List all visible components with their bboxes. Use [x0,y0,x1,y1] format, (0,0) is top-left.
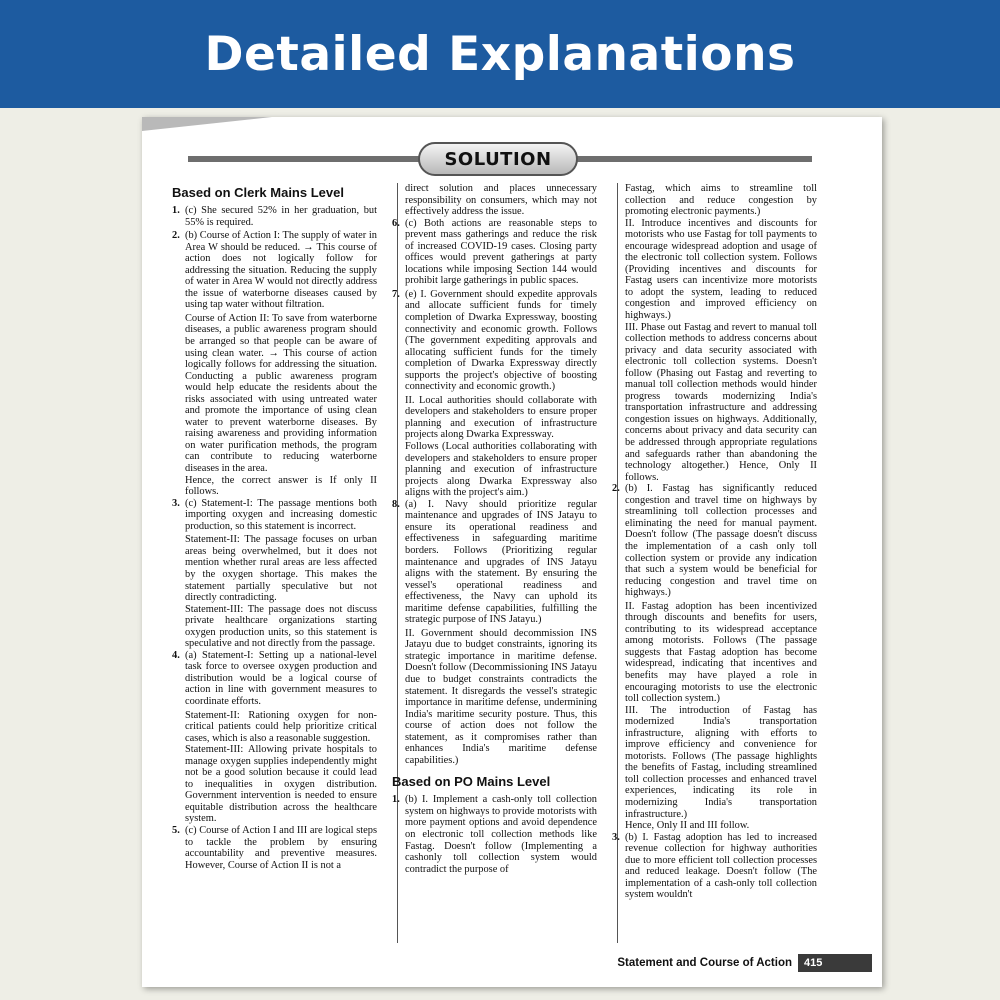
solution-rule-left [188,156,420,162]
list-item: 1. (b) I. Implement a cash-only toll collection system on highways to provide motorists with more payment options and avoid dependence on electronic toll collection methods like Fastag. Doesn't follow (Implementing a cashonly toll collection system would contradict the purpose of [392,794,597,875]
page-footer [602,953,872,973]
page-corner-decoration [142,117,272,131]
list-item: 8. (a) I. Navy should prioritize regular maintenance and upgrades of INS Jatayu to ensure its operational readiness and effectiveness in safeguarding maritime borders. Follows (Prioritizing regular maintenance and upgrades of INS Jatayu aligns with the statement. By ensuring the vessel's operational readiness and effectiveness, the Navy can uphold its maritime defense capabilities, fulfilling the strategic purpose of INS Jatayu.) [392,498,597,626]
column-2 [392,183,597,948]
book-page [142,117,882,987]
column-3 [612,183,817,948]
paragraph: Statement-III: The passage does not discuss private healthcare organizations starting oxygen production units, so this statement is speculative and not directly from the passage. [185,603,377,650]
paragraph: Statement-II: Rationing oxygen for non-critical patients could help prioritize critical cases, which is also a reasonable suggestion. [185,709,377,744]
paragraph: Hence, the correct answer is If only II follows. [185,474,377,498]
footer-chapter-title: Statement and Course of Action [617,957,792,969]
list-item: 3. (b) I. Fastag adoption has led to increased revenue collection for highway authorities due to more efficient toll collection processes and reduced leakage. Doesn't follow (The implementation of a cash-only toll collection system wouldn't [612,831,817,901]
paragraph: Course of Action II: To save from waterborne diseases, a public awareness program should be arranged so that people can be aware of using clean water. → This course of action logically follows for addressing the situation. Conducting a public awareness program would help educate the residents about the risks associated with using untreated water and promote the importance of using clean water to prevent waterborne diseases. By raising awareness and providing information on water purification methods, the program can contribute to reducing waterborne diseases in the area. [185,312,377,475]
list-item: 5. (c) Course of Action I and III are logical steps to tackle the problem by ensuring accountability and preventive measures. However, Course of Action II is not a [172,824,377,871]
paragraph: Hence, Only II and III follow. [625,820,750,832]
banner-title: Detailed Explanations [204,26,796,82]
list-item: 2. (b) Course of Action I: The supply of water in Area W should be reduced. → This course of action does not logically follow for addressing the situation. Reducing the supply of water in Area W would not directly address the issue of waterborne diseases caused by using tap water without filtration. [172,230,377,311]
paragraph: II. Fastag adoption has been incentivized through discounts and benefits for users, contributing to its widespread acceptance among motorists. Follows (The passage suggests that Fastag adoption has become widespread, indicating that incentives and benefits may have played a role in encouraging motorists to use the electronic toll collection system.) [625,600,817,705]
paragraph: Follows (Local authorities collaborating with developers and stakeholders to ensure proper planning and execution of infrastructure projects along Dwarka Expressway also aligns with the project's aim.) [405,441,597,499]
text-columns [172,183,817,948]
paragraph: Statement-II: The passage focuses on urban areas being overwhelmed, but it does not mention whether rural areas are less affected by the oxygen shortage. This makes the statement partially speculative but not directly contradicting. [185,534,377,604]
list-item: 4. (a) Statement-I: Setting up a national-level task force to oversee oxygen production and distribution would be a logical course of action in line with government measures to coordinate efforts. [172,649,377,707]
column-1 [172,183,377,948]
paragraph: Statement-III: Allowing private hospitals to manage oxygen supplies independently might not be a good solution because it could lead to inequalities in oxygen distribution. Government intervention is needed to ensure equitable distribution across the healthcare system. [185,744,377,825]
paragraph: II. Introduce incentives and discounts for motorists who use Fastag for toll payments to encourage widespread adoption and usage of the electronic toll collection system. Follows (Providing incentives and discounts for Fastag users can incentivize more motorists to adopt the system, leading to reduced congestion and improved efficiency on highways.) [625,217,817,322]
list-item: 6. (c) Both actions are reasonable steps to prevent mass gatherings and reduce the risk of increased COVID-19 cases. Closing party offices would prevent gatherings at party locations while imposing Section 144 would prohibit large gatherings in public spaces. [392,217,597,287]
header-banner [0,0,1000,108]
page-number: 415 [798,954,872,972]
section-heading-clerk: Based on Clerk Mains Level [172,185,344,200]
paragraph: direct solution and places unnecessary responsibility on consumers, which may not effectively address the issue. [405,183,597,218]
list-item: 3. (c) Statement-I: The passage mentions both importing oxygen and increasing domestic production, so this statement is incorrect. [172,497,377,532]
list-item: 1. (c) She secured 52% in her graduation, but 55% is required. [172,205,377,228]
list-item: 2. (b) I. Fastag has significantly reduced congestion and travel time on highways by streamlining toll collection processes and eliminating the need for manual payment. Doesn't follow (The passage doesn't discuss the implementation of a cash only toll collection system or provide any indication that such a system would be beneficial for reducing congestion and travel time on highways.) [612,483,817,599]
section-heading-po: Based on PO Mains Level [392,774,551,790]
paragraph: III. Phase out Fastag and revert to manual toll collection methods to address concerns about privacy and data security associated with electronic toll collection systems. Doesn't follow (Phasing out Fastag and reverting to manual toll collection methods would hinder progress towards modernizing India's transportation infrastructure and addressing congestion issues on highways. Additionally, concerns about privacy and data security can be addressed through appropriate regulations and safeguards rather than abandoning the technology altogether.) Hence, Only II follows. [625,321,817,483]
solution-heading [418,142,578,176]
solution-rule-right [576,156,812,162]
paragraph: Fastag, which aims to streamline toll collection and reduce congestion by promoting electronic payments.) [625,183,817,218]
solution-heading-text: SOLUTION [444,148,552,170]
paragraph: II. Local authorities should collaborate with developers and stakeholders to ensure proper planning and execution of infrastructure projects along Dwarka Expressway. [405,394,597,441]
paragraph: III. The introduction of Fastag has modernized India's transportation infrastructure, aligning with efforts to improve efficiency and convenience for motorists. Follows (The passage highlights the benefits of Fastag, including streamlined toll collection processes and enhanced travel experiences, indicating its role in modernizing India's transportation infrastructure.) [625,704,817,820]
paragraph: II. Government should decommission INS Jatayu due to budget constraints, ignoring its strategic importance in maritime defense. Doesn't follow (Decommissioning INS Jatayu due to budget constraints contradicts the statement. It disregards the vessel's strategic importance in maritime defense, undermining India's maritime security posture. Thus, this course of action does not follow the statement, as it compromises rather than enhances India's maritime defense capabilities.) [405,627,597,766]
list-item: 7. (e) I. Government should expedite approvals and allocate sufficient funds for timely completion of Dwarka Expressway, boosting connectivity and economic growth. Follows (The government expediting approvals and allocating sufficient funds for the timely completion of Dwarka Expressway directly supports the project's objective of boosting connectivity and economic growth.) [392,288,597,393]
